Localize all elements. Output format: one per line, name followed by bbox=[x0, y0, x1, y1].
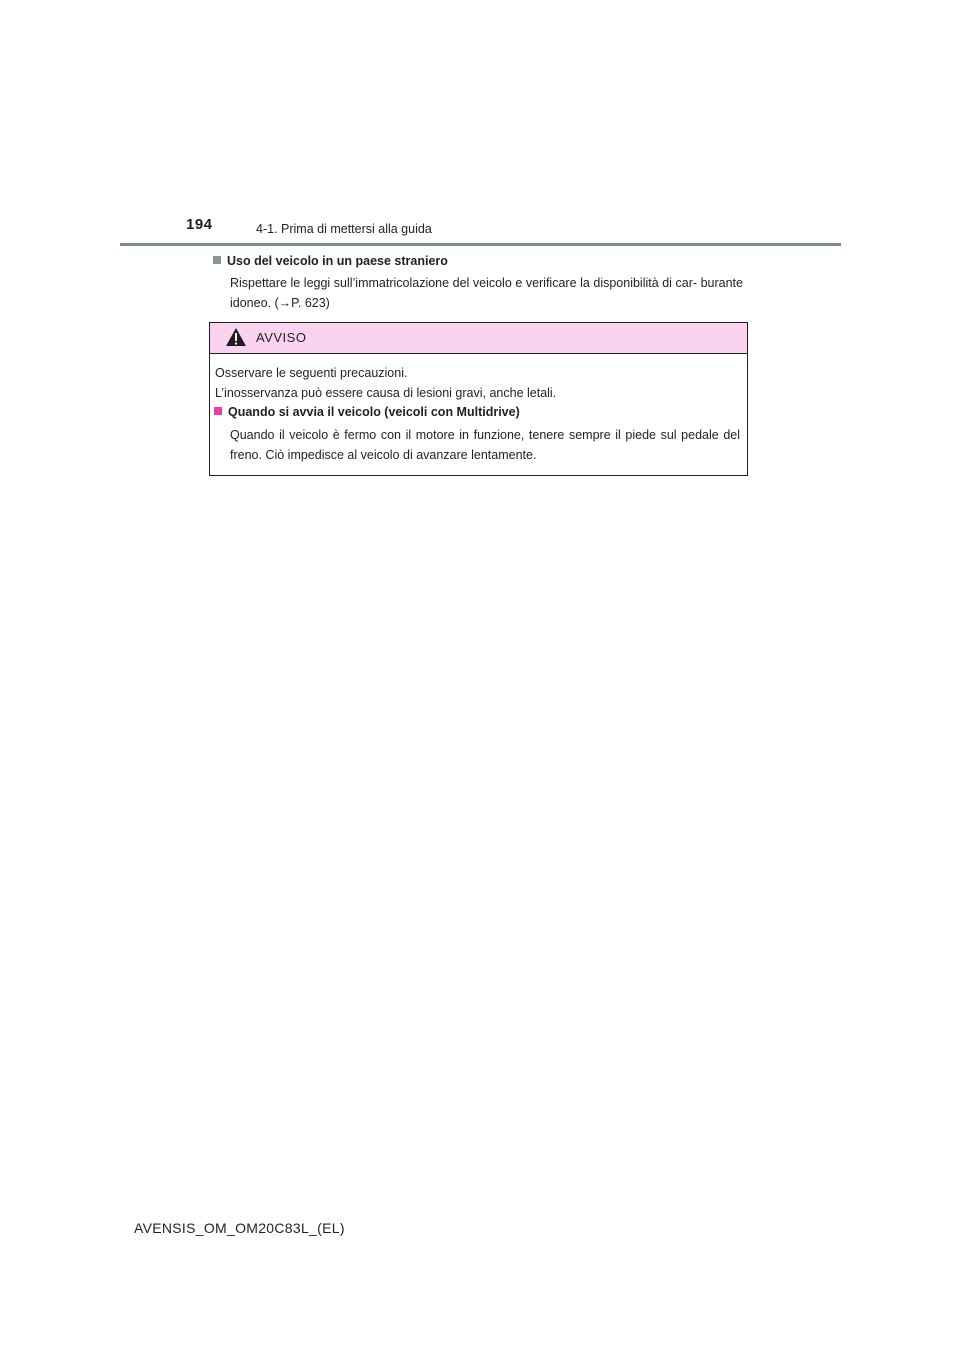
section-title: 4-1. Prima di mettersi alla guida bbox=[256, 222, 432, 236]
warning-header bbox=[210, 323, 747, 354]
footer-doc-code: AVENSIS_OM_OM20C83L_(EL) bbox=[134, 1220, 345, 1236]
warning-triangle-icon bbox=[225, 327, 247, 347]
sub-heading bbox=[213, 254, 448, 268]
warning-sub-heading-text: Quando si avvia il veicolo (veicoli con Multidrive) bbox=[228, 405, 520, 419]
warning-intro bbox=[215, 363, 741, 403]
sub-heading-text: Uso del veicolo in un paese straniero bbox=[227, 254, 448, 268]
header-rule bbox=[120, 243, 841, 246]
warning-box bbox=[209, 322, 748, 476]
warning-sub-heading bbox=[214, 405, 520, 419]
warning-intro-line-1: Osservare le seguenti precauzioni. bbox=[215, 366, 408, 380]
warning-paragraph: Quando il veicolo è fermo con il motore in funzione, tenere sempre il piede sul pedale del freno. Ciò impedisce al veicolo di avanzare lentamente. bbox=[230, 428, 740, 462]
square-bullet-icon bbox=[214, 407, 222, 415]
square-bullet-icon bbox=[213, 256, 221, 264]
body-paragraph: Rispettare le leggi sull’immatricolazione del veicolo e verificare la disponibilità di car- burante idoneo. (→P. 623) bbox=[230, 276, 743, 310]
warning-intro-line-2: L’inosservanza può essere causa di lesioni gravi, anche letali. bbox=[215, 386, 557, 400]
warning-title: AVVISO bbox=[256, 330, 307, 345]
page-number: 194 bbox=[186, 216, 213, 233]
